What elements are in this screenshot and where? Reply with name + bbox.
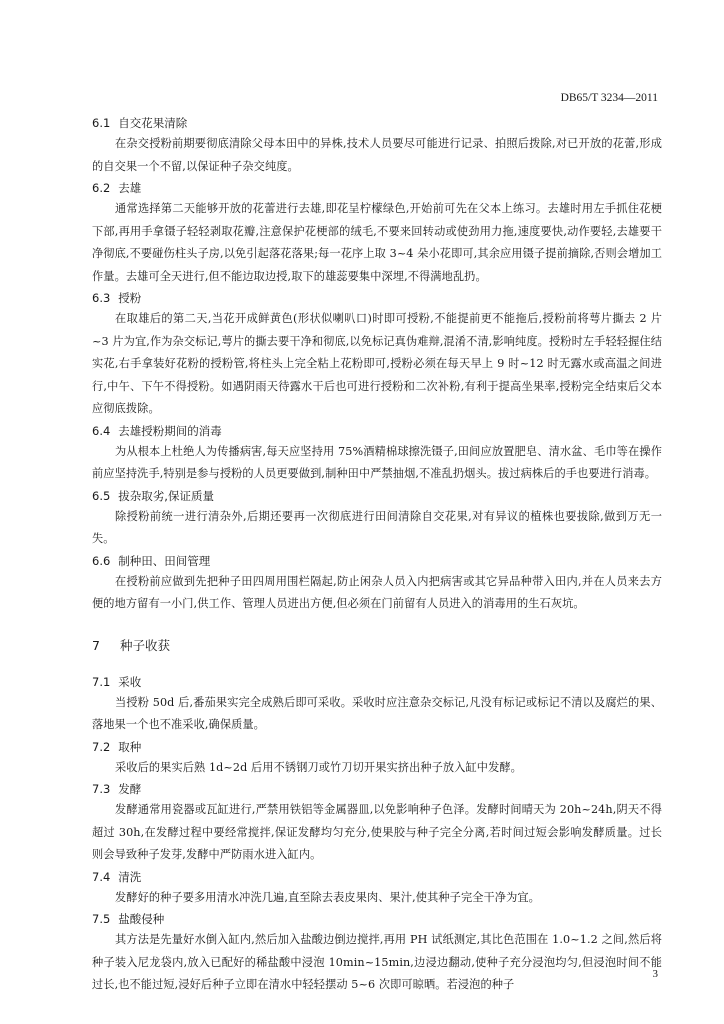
section-heading bbox=[92, 115, 662, 131]
section-number: 7.2 bbox=[92, 739, 111, 754]
section-paragraph: 发酵好的种子要多用清水冲洗几遍,直至除去表皮果肉、果汁,使其种子完全干净为宜。 bbox=[115, 890, 540, 904]
chapter-heading bbox=[92, 636, 662, 654]
section-heading bbox=[92, 423, 662, 439]
section-title: 盐酸侵种 bbox=[118, 912, 165, 926]
section-title: 清洗 bbox=[118, 869, 142, 884]
section-paragraph: 在授粉前应做到先把种子田四周用围栏隔起,防止闲杂人员入内把病害或其它异品种带入田内,并在人员来去方便的地方留有一小门,供工作、管理人员进出方便,但必须在门前留有人员进入的消毒用的生石灰坑。 bbox=[92, 574, 662, 610]
section-paragraph: 在杂交授粉前期要彻底清除父母本田中的异株,技术人员要尽可能进行记录、拍照后拨除,对已开放的花蕾,形成的自交果一个不留,以保证种子杂交纯度。 bbox=[92, 137, 662, 173]
section-title: 自交花果清除 bbox=[118, 116, 188, 130]
section-title: 制种田、田间管理 bbox=[118, 553, 211, 568]
section-title: 采收 bbox=[118, 674, 142, 689]
section-paragraph: 其方法是先量好水倒入缸内,然后加入盐酸边倒边搅拌,再用 PH 试纸测定,其比色范围在 1.0~1.2 之间,然后将种子装入尼龙袋内,放入已配好的稀盐酸中浸泡 10min~15min,边浸边翻动,使种子充分浸泡均匀,但浸泡时间不能过长,也不能过短,浸好后种子立即在清水中轻轻摆动 5~6 次即可晾晒。若浸泡的种子 bbox=[92, 933, 662, 991]
standard-code: DB65/T 3234—2011 bbox=[560, 92, 658, 104]
section-paragraph: 除授粉前统一进行清杂外,后期还要再一次彻底进行田间清除自交花果,对有异议的植株也要拔除,做到万无一失。 bbox=[92, 509, 662, 545]
section-number: 7.1 bbox=[92, 674, 111, 689]
section-paragraph: 当授粉 50d 后,番茄果实完全成熟后即可采收。采收时应注意杂交标记,凡没有标记或标记不清以及腐烂的果、落地果一个也不准采收,确保质量。 bbox=[92, 695, 662, 731]
section-paragraph: 在取雄后的第二天,当花开成鲜黄色(形状似喇叭口)时即可授粉,不能提前更不能拖后,授粉前将萼片撕去 2 片~3 片为宜,作为杂交标记,萼片的撕去要干净和彻底,以免标记真伪难辩,混淆不清,影响纯度。授粉时左手轻轻握住结实花,右手拿装好花粉的授粉管,将柱头上完全粘上花粉即可,授粉必须在每天早上 9 时~12 时无露水或高温之间进行,中午、下午不得授粉。如遇阴雨天待露水干后也可进行授粉和二次补粉,有利于提高坐果率,授粉完全结束后父本应彻底拨除。 bbox=[92, 312, 662, 415]
chapter-7-sections bbox=[92, 674, 662, 997]
section-heading bbox=[92, 911, 662, 927]
section-paragraph: 采收后的果实后熟 1d~2d 后用不锈钢刀或竹刀切开果实挤出种子放入缸中发酵。 bbox=[115, 760, 522, 774]
section-paragraph: 通常选择第二天能够开放的花蕾进行去雄,即花呈柠檬绿色,开始前可先在父本上练习。去雄时用左手抓住花梗下部,再用手拿镊子轻轻剥取花瓣,注意保护花梗部的绒毛,不要来回转动或使劲用力拖,速度要快,动作要轻,去雄要干净彻底,不要碰伤柱头子房,以免引起落花落果;每一花序上取 3~4 朵小花即可,其余应用镊子提前摘除,否则会增加工作量。去雄可全天进行,但不能边取边授,取下的雄蕊要集中深埋,不得满地乱扔。 bbox=[92, 202, 662, 283]
section-number: 7.5 bbox=[92, 912, 111, 926]
section-title: 拔杂取劣,保证质量 bbox=[118, 488, 214, 503]
section-number: 6.6 bbox=[92, 553, 111, 568]
section-paragraph: 发酵通常用瓷器或瓦缸进行,严禁用铁铝等金属器皿,以免影响种子色泽。发酵时间晴天为 20h~24h,阴天不得超过 30h,在发酵过程中要经常搅拌,保证发酵均匀充分,使果胶与种子完全分离,若时间过短会影响发酵质量。过长则会导致种子发芽,发酵中严防雨水进入缸内。 bbox=[92, 803, 662, 861]
section-title: 取种 bbox=[118, 739, 142, 754]
section-title: 去雄 bbox=[118, 181, 142, 195]
section-heading bbox=[92, 290, 662, 306]
chapter-title: 种子收获 bbox=[119, 637, 170, 653]
section-number: 7.4 bbox=[92, 869, 111, 884]
section-heading bbox=[92, 488, 662, 504]
page-number: 3 bbox=[652, 968, 658, 980]
section-heading bbox=[92, 739, 662, 755]
section-heading bbox=[92, 674, 662, 690]
section-number: 6.5 bbox=[92, 488, 111, 503]
section-title: 授粉 bbox=[118, 291, 142, 305]
section-title: 去雄授粉期间的消毒 bbox=[118, 423, 222, 438]
section-number: 6.4 bbox=[92, 423, 111, 438]
section-number: 6.1 bbox=[92, 116, 111, 130]
chapter-number: 7 bbox=[92, 637, 100, 653]
document-body bbox=[92, 115, 662, 999]
section-heading bbox=[92, 553, 662, 569]
section-title: 发酵 bbox=[118, 782, 142, 796]
section-heading bbox=[92, 781, 662, 797]
section-number: 6.3 bbox=[92, 291, 111, 305]
section-paragraph: 为从根本上杜绝人为传播病害,每天应坚持用 75%酒精棉球擦洗镊子,田间应放置肥皂、清水盆、毛巾等在操作前应坚持洗手,特别是参与授粉的人员更要做到,制种田中严禁抽烟,不准乱扔烟头。拔过病株后的手也要进行消毒。 bbox=[92, 444, 662, 480]
section-number: 6.2 bbox=[92, 181, 111, 195]
chapter-6-sections bbox=[92, 115, 662, 616]
section-heading bbox=[92, 869, 662, 885]
section-number: 7.3 bbox=[92, 782, 111, 796]
section-heading bbox=[92, 180, 662, 196]
